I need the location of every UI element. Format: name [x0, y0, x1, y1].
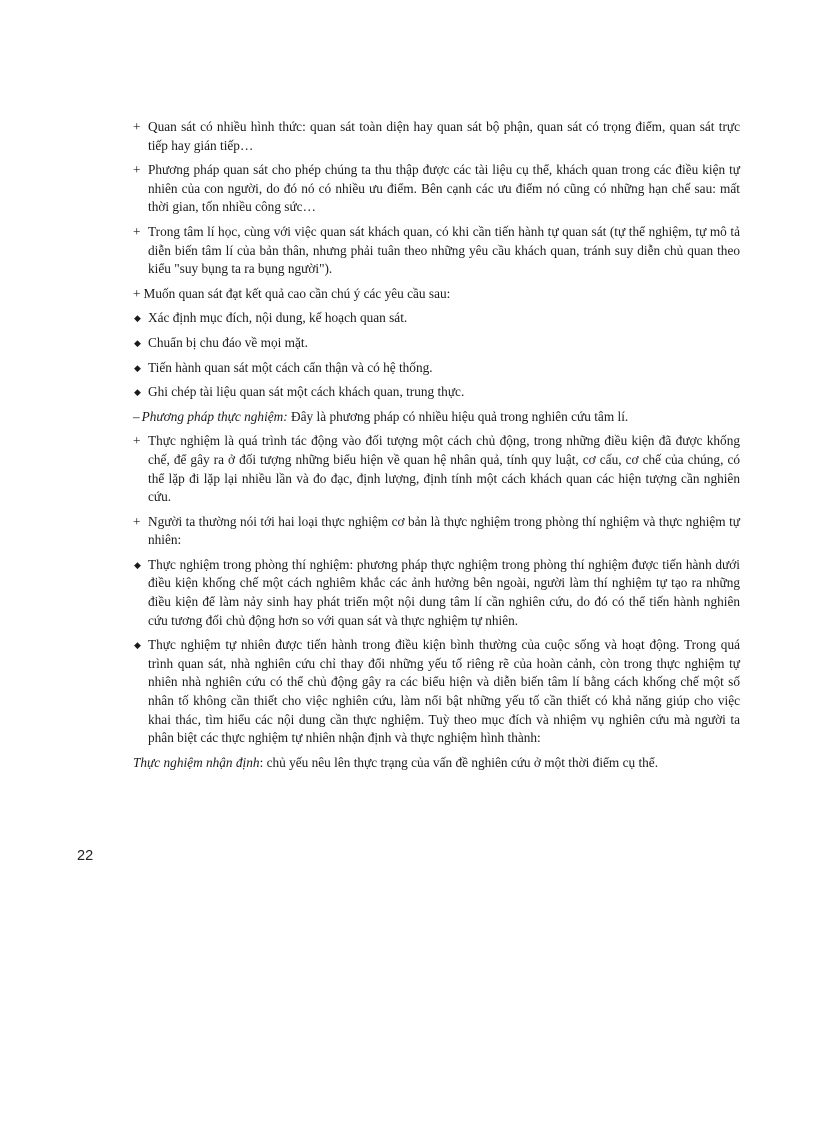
- list-item: [133, 118, 740, 155]
- section-title: Phương pháp thực nghiệm:: [141, 408, 288, 424]
- list-item: [133, 359, 740, 378]
- list-item-text: Thực nghiệm trong phòng thí nghiệm: phương pháp thực nghiệm trong phòng thí nghiệm được tiến hành dưới điều kiện khống chế một cách nghiêm khắc các ảnh hưởng bên ngoài, người làm thí nghiệm tự tạo ra những điều kiện để làm nảy sinh hay phát triển một nội dung tâm lí cần nghiên cứu, do đó có thể tiến hành nghiên cứu tương đối chủ động hơn so với quan sát và thực nghiệm tự nhiên.: [148, 556, 740, 628]
- list-item-text: Người ta thường nói tới hai loại thực nghiệm cơ bản là thực nghiệm trong phòng thí nghiệm và thực nghiệm tự nhiên:: [148, 513, 740, 548]
- plus-marker: +: [133, 285, 141, 301]
- plus-marker: +: [133, 162, 141, 178]
- list-item-text: Thực nghiệm là quá trình tác động vào đối tượng một cách chủ động, trong những điều kiện đã được khống chế, để gây ra ở đối tượng những biểu hiện về quan hệ nhân quả, tính quy luật, cơ cấu, cơ chế của chúng, có thể lặp đi lặp lại nhiều lần và đo đạc, định lượng, định tính một cách khách quan các hiện tượng cần nghiên cứu.: [148, 433, 740, 505]
- plus-marker: +: [133, 513, 141, 529]
- plus-marker: +: [133, 119, 141, 134]
- requirements-intro: [133, 285, 740, 304]
- final-paragraph: [133, 754, 740, 773]
- list-item-text: Ghi chép tài liệu quan sát một cách khách quan, trung thực.: [148, 384, 465, 400]
- list-item: [133, 556, 740, 630]
- list-item: [133, 513, 740, 550]
- list-item-text: Tiến hành quan sát một cách cẩn thận và có hệ thống.: [148, 359, 433, 375]
- list-item-text: Chuẩn bị chu đáo về mọi mặt.: [148, 334, 308, 350]
- diamond-bullet-icon: ◆: [134, 387, 141, 398]
- list-item: [133, 309, 740, 328]
- list-item: [133, 636, 740, 748]
- plus-marker: +: [133, 433, 141, 449]
- list-item: [133, 223, 740, 279]
- paragraph-text: : chủ yếu nêu lên thực trạng của vấn đề nghiên cứu ở một thời điểm cụ thể.: [259, 754, 659, 770]
- list-item-text: Quan sát có nhiều hình thức: quan sát toàn diện hay quan sát bộ phận, quan sát có trọng điểm, quan sát trực tiếp hay gián tiếp…: [148, 119, 740, 153]
- dash-marker: –: [133, 408, 140, 424]
- section-text: Đây là phương pháp có nhiều hiệu quả trong nghiên cứu tâm lí.: [287, 408, 629, 424]
- page-body: [133, 118, 740, 772]
- list-item-text: Phương pháp quan sát cho phép chúng ta thu thập được các tài liệu cụ thể, khách quan trong các điều kiện tự nhiên của con người, do đó nó có nhiều ưu điểm. Bên cạnh các ưu điểm nó cũng có những hạn chế sau: mất thời gian, tốn nhiều công sức…: [148, 162, 740, 215]
- plus-marker: +: [133, 223, 141, 239]
- diamond-bullet-icon: ◆: [134, 362, 141, 373]
- diamond-bullet-icon: ◆: [134, 313, 141, 324]
- list-item: [133, 334, 740, 353]
- list-item: [133, 432, 740, 506]
- diamond-bullet-icon: ◆: [134, 640, 141, 651]
- diamond-bullet-icon: ◆: [134, 337, 141, 348]
- term: Thực nghiệm nhận định: [133, 754, 260, 770]
- list-item: [133, 161, 740, 217]
- page-number: 22: [77, 848, 94, 864]
- list-item-text: Thực nghiệm tự nhiên được tiến hành trong điều kiện bình thường của cuộc sống và hoạt động. Trong quá trình quan sát, nhà nghiên cứu chỉ thay đổi những yếu tố riêng rẽ của hoàn cảnh, còn trong thực nghiệm tự nhiên nhà nghiên cứu có thể chủ động gây ra các biểu hiện và diễn biến tâm lí bằng cách khống chế một số nhân tố không cần thiết cho việc nghiên cứu, làm nổi bật những yếu tố cần thiết có khả năng giúp cho việc khai thác, tìm hiểu các nội dung cần thực nghiệm. Tuỳ theo mục đích và nhiệm vụ nghiên cứu mà người ta phân biệt các thực nghiệm tự nhiên nhận định và thực nghiệm hình thành:: [148, 637, 740, 746]
- list-item-text: Xác định mục đích, nội dung, kế hoạch quan sát.: [148, 310, 408, 326]
- list-item: [133, 383, 740, 402]
- diamond-bullet-icon: ◆: [134, 559, 141, 570]
- requirements-intro-text: Muốn quan sát đạt kết quả cao cần chú ý các yêu cầu sau:: [143, 285, 451, 301]
- list-item-text: Trong tâm lí học, cùng với việc quan sát khách quan, có khi cần tiến hành tự quan sát (tự thể nghiệm, tự mô tả diễn biến tâm lí của bản thân, nhưng phải tuân theo những yêu cầu khách quan, tránh suy diễn chủ quan theo kiểu "suy bụng ta ra bụng người").: [148, 223, 740, 277]
- section-heading: [133, 408, 740, 427]
